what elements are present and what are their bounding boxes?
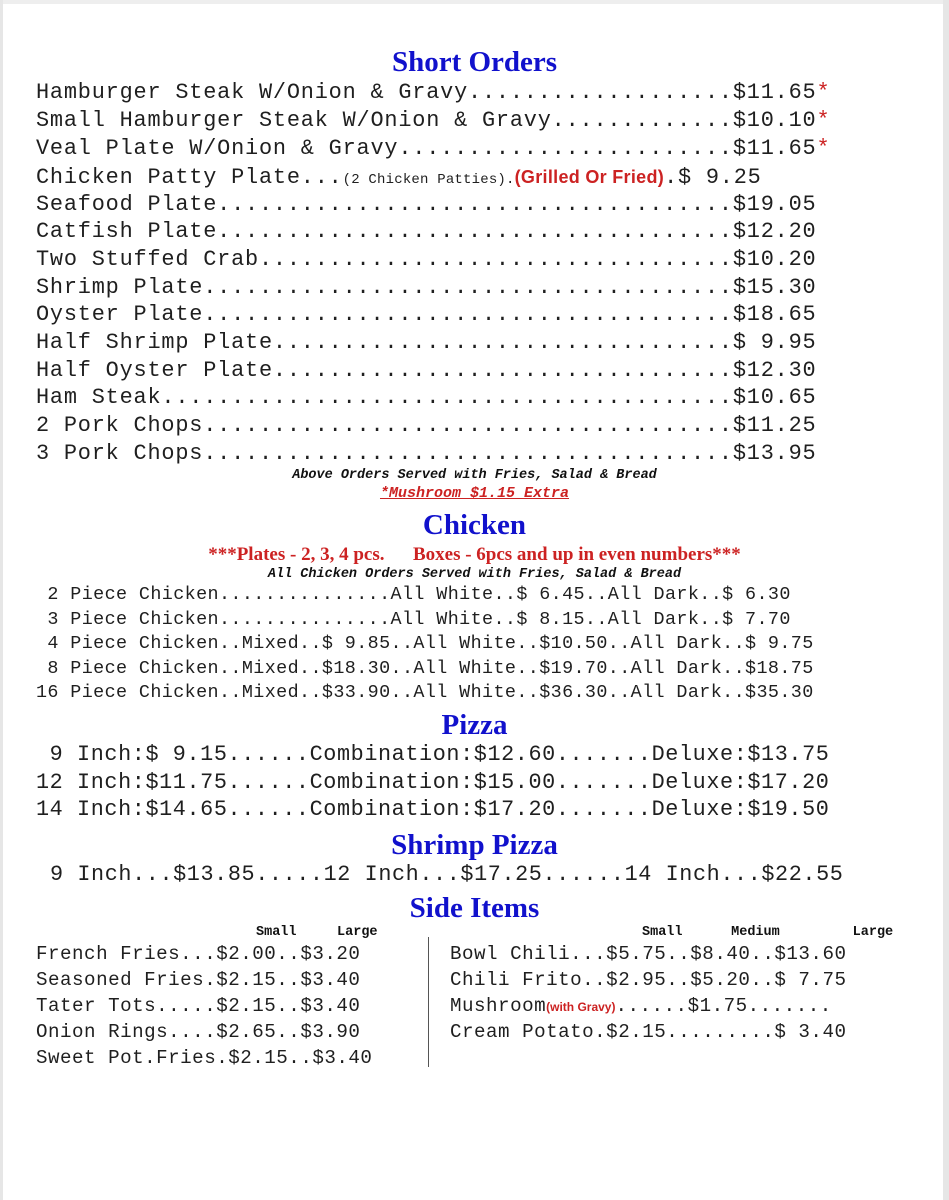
pizza-row: 14 Inch:$14.65......Combination:$17.20.......Deluxe:$19.50 [36,797,830,822]
chicken-row: 3 Piece Chicken...............All White..$ 8.15..All Dark..$ 7.70 [36,609,791,630]
chicken-row: 2 Piece Chicken...............All White..$ 6.45..All Dark..$ 6.30 [36,584,791,605]
side-item-row: Bowl Chili...$5.75..$8.40..$13.60 [450,943,847,965]
menu-row: Seafood Plate.....................................$19.05 [36,192,817,217]
menu-row: Half Shrimp Plate.................................$ 9.95 [36,330,817,355]
side-item-row: Onion Rings....$2.65..$3.90 [36,1021,361,1043]
side-item-row: Cream Potato.$2.15.........$ 3.40 [450,1021,847,1043]
mushroom-gravy-row: Mushroom(with Gravy)......$1.75....... [450,995,832,1017]
menu-row: Shrimp Plate......................................$15.30 [36,275,817,300]
shrimp-pizza-row: 9 Inch...$13.85.....12 Inch...$17.25......14 Inch...$22.55 [50,862,844,887]
menu-row: Oyster Plate......................................$18.65 [36,302,817,327]
side-item-row: Sweet Pot.Fries.$2.15..$3.40 [36,1047,373,1069]
short-orders-heading: Short Orders [391,46,558,78]
menu-row: Veal Plate W/Onion & Gravy........................$11.65* [36,136,831,161]
pizza-heading: Pizza [441,709,508,741]
chicken-row: 8 Piece Chicken..Mixed..$18.30..All White..$19.70..All Dark..$18.75 [36,658,814,679]
side-items-divider [428,937,429,1067]
chicken-served-note: All Chicken Orders Served with Fries, Salad & Bread [267,567,682,582]
plates-boxes-note: ***Plates - 2, 3, 4 pcs. Boxes - 6pcs and up in even numbers*** [208,544,741,565]
chicken-patty-row: Chicken Patty Plate...(2 Chicken Patties).(Grilled Or Fried).$ 9.25 [36,165,762,190]
chicken-row: 4 Piece Chicken..Mixed..$ 9.85..All White..$10.50..All Dark..$ 9.75 [36,633,814,654]
side-left-column-header: Small Large [256,925,378,940]
side-items-heading: Side Items [409,892,540,924]
menu-row: Catfish Plate.....................................$12.20 [36,219,817,244]
menu-row: Half Oyster Plate.................................$12.30 [36,358,817,383]
chicken-row: 16 Piece Chicken..Mixed..$33.90..All White..$36.30..All Dark..$35.30 [36,682,814,703]
shrimp-pizza-heading: Shrimp Pizza [391,829,558,861]
side-item-row: Tater Tots.....$2.15..$3.40 [36,995,361,1017]
side-item-row: Chili Frito..$2.95..$5.20..$ 7.75 [450,969,847,991]
page-edge-top [0,0,949,4]
side-item-row: French Fries...$2.00..$3.20 [36,943,361,965]
page-edge-right [943,0,949,1200]
served-with-note: Above Orders Served with Fries, Salad & Bread [292,468,657,483]
menu-row: Small Hamburger Steak W/Onion & Gravy.............$10.10* [36,108,831,133]
side-right-column-header: Small Medium Large [642,925,894,940]
pizza-row: 12 Inch:$11.75......Combination:$15.00.......Deluxe:$17.20 [36,770,830,795]
mushroom-extra-note: *Mushroom $1.15 Extra [379,485,570,502]
menu-row: 3 Pork Chops......................................$13.95 [36,441,817,466]
menu-row: Hamburger Steak W/Onion & Gravy...................$11.65* [36,80,831,105]
menu-row: Ham Steak.........................................$10.65 [36,385,817,410]
pizza-row: 9 Inch:$ 9.15......Combination:$12.60.......Deluxe:$13.75 [36,742,830,767]
side-item-row: Seasoned Fries.$2.15..$3.40 [36,969,361,991]
menu-row: Two Stuffed Crab..................................$10.20 [36,247,817,272]
page-edge-left [0,0,3,1200]
menu-row: 2 Pork Chops......................................$11.25 [36,413,817,438]
chicken-heading: Chicken [422,509,527,541]
